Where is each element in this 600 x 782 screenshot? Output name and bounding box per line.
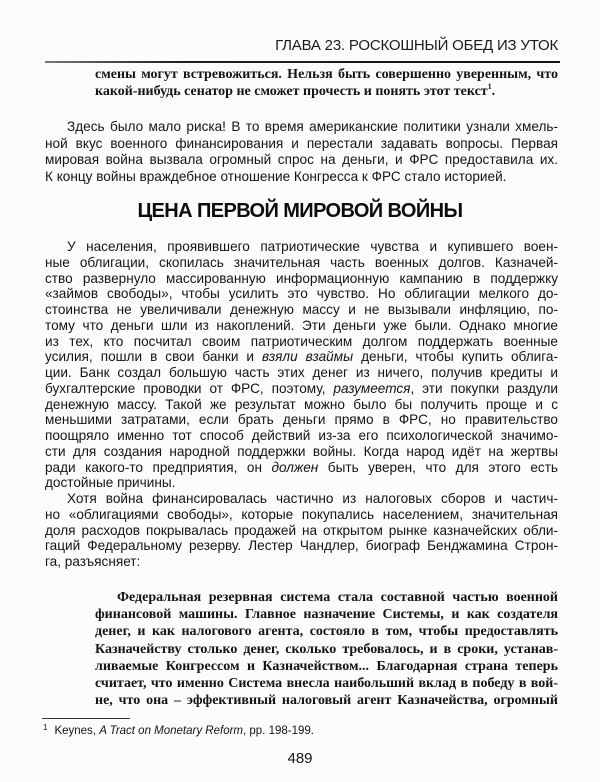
text-segment: бухгалтерские проводки от ФРС, поэтому, <box>45 380 334 396</box>
text-segment: Казначейству столько денег, сколько требовалось, и в сроки, устанав- <box>95 641 558 657</box>
text-segment: , эти покупки раздули <box>410 380 558 396</box>
paragraph-intro <box>45 119 558 185</box>
text-segment: . <box>491 84 496 99</box>
text-line <box>95 83 558 100</box>
text-segment: деньги, чтобы купить облига- <box>353 349 558 365</box>
text-segment: какой-нибудь сенатор не сможет прочесть и понять этот текст <box>95 84 488 99</box>
text-segment: ради какого-то предприятия, он <box>45 459 272 475</box>
text-line <box>45 475 558 491</box>
footnote-author: Keynes, <box>54 725 100 737</box>
text-line <box>45 523 558 539</box>
text-line <box>45 302 558 318</box>
body-text <box>45 239 558 570</box>
text-segment: меньшими затратами, если брать деньги прямо в ФРС, но правительство <box>45 412 558 428</box>
text-line <box>45 349 558 365</box>
text-line <box>45 318 558 334</box>
footnote-ref: 1 <box>487 83 492 91</box>
text-line <box>45 255 558 271</box>
text-line <box>45 152 558 169</box>
text-line <box>45 538 558 554</box>
text-line <box>45 136 558 153</box>
running-header: ГЛАВА 23. РОСКОШНЫЙ ОБЕД ИЗ УТОК <box>275 37 558 54</box>
text-segment: считает, что именно Система внесла наибольший вклад в победу в вой- <box>95 676 558 692</box>
section-heading: ЦЕНА ПЕРВОЙ МИРОВОЙ ВОЙНЫ <box>137 200 463 222</box>
italic-text: должен <box>271 459 319 475</box>
text-line <box>45 397 558 413</box>
italic-text: разумеется <box>333 380 411 396</box>
text-segment: ции. Банк создал большую часть этих денег из ничего, получив кредиты и <box>45 365 558 380</box>
text-segment: Федеральная резервная система стала составной частью военной <box>117 590 558 605</box>
footnote <box>43 723 314 737</box>
text-segment: тому что деньги шли из накоплений. Эти деньги уже были. Однако многие <box>45 317 558 333</box>
text-segment: денежную массу. Такой же результат можно было бы получить проще и с <box>45 396 558 412</box>
text-line <box>45 381 558 397</box>
text-line <box>45 507 558 523</box>
footnote-pages: , pp. 198-199. <box>243 725 314 737</box>
text-segment: сти для создания народной поддержки войны. Когда народ идёт на жертвы <box>45 443 558 459</box>
text-line <box>45 169 558 186</box>
text-line <box>45 239 558 255</box>
text-line <box>95 606 558 623</box>
text-line <box>95 589 558 606</box>
text-line <box>45 271 558 287</box>
text-segment: финансовой машины. Главное назначение Системы, и как создателя <box>95 607 558 623</box>
text-segment: ные облигации, скопилась значительная часть военных долгов. Казначей- <box>45 254 558 270</box>
text-line <box>95 675 558 692</box>
text-segment: гаций Федеральному резерву. Лестер Чандлер, биограф Бенджамина Строн- <box>45 538 558 554</box>
page-number: 489 <box>287 750 313 767</box>
text-segment: достойные причины. <box>45 475 176 491</box>
quote-block-bottom <box>95 589 558 709</box>
text-segment: доля расходов покрывалась продажей на открытом рынке казначейских обли- <box>45 522 558 538</box>
text-segment: ливаемые Конгрессом и Казначейством... Благодарная страна теперь <box>95 658 558 674</box>
italic-text: взяли взаймы <box>262 349 354 365</box>
text-segment: «займов свободы», чтобы усилить это чувство. Но облигации мелкого до- <box>45 286 558 302</box>
footnote-title: A Tract on Monetary Reform <box>99 725 243 737</box>
text-line <box>45 412 558 428</box>
text-line <box>45 444 558 460</box>
text-segment: ной вкус военного финансирования и перестали задавать вопросы. Первая <box>45 135 558 151</box>
text-segment: ство развернуло массированную информационную кампанию в поддержку <box>45 270 558 286</box>
text-line <box>45 334 558 350</box>
header-rule <box>45 61 560 63</box>
text-line <box>95 692 558 709</box>
text-line <box>95 641 558 658</box>
text-segment: но «облигациями свободы», которые покупались населением, значительная <box>45 506 558 522</box>
text-segment: стоинства не увеличивали денежную массу и не вызывали инфляцию, по- <box>45 302 558 317</box>
text-segment: мировая война вызвала огромный спрос на деньги, и ФРС предоставила их. <box>45 152 558 167</box>
text-segment: К концу войны враждебное отношение Конгресса к ФРС стало историей. <box>45 168 507 184</box>
text-line <box>45 491 558 507</box>
text-segment: усилия, пошли в свои банки и <box>45 349 263 365</box>
text-segment: Хотя война финансировалась частично из налоговых сборов и частич- <box>67 491 558 506</box>
text-line <box>45 428 558 444</box>
text-segment: денег, и как налогового агента, состояло в том, чтобы предоставлять <box>95 624 558 640</box>
quote-block-top <box>95 66 558 100</box>
text-line <box>45 554 558 570</box>
text-segment: га, разъясняет: <box>45 554 141 569</box>
text-line <box>95 66 558 83</box>
text-segment: не, что она – эффективный налоговый агент Казначейства, огромный <box>95 693 558 709</box>
footnote-number: 1 <box>43 723 48 732</box>
text-line <box>95 658 558 675</box>
text-line <box>45 286 558 302</box>
text-segment: Здесь было мало риска! В то время американские политики узнали хмель- <box>67 119 558 134</box>
text-line <box>45 365 558 381</box>
text-segment: из тех, кто посчитал своим патриотическим долгом поддержать военные <box>45 333 558 349</box>
text-segment: У населения, проявившего патриотические чувства и купившего воен- <box>67 239 558 254</box>
text-segment: быть уверен, что для этого есть <box>318 459 558 475</box>
text-segment: смены могут встревожиться. Нельзя быть совершенно уверенным, что <box>95 67 558 82</box>
text-line <box>45 460 558 476</box>
footnote-rule <box>42 718 130 719</box>
text-line <box>95 623 558 640</box>
text-line <box>45 119 558 136</box>
text-segment: поощряло именно тот способ действий из-за его психологической значимо- <box>45 428 558 443</box>
